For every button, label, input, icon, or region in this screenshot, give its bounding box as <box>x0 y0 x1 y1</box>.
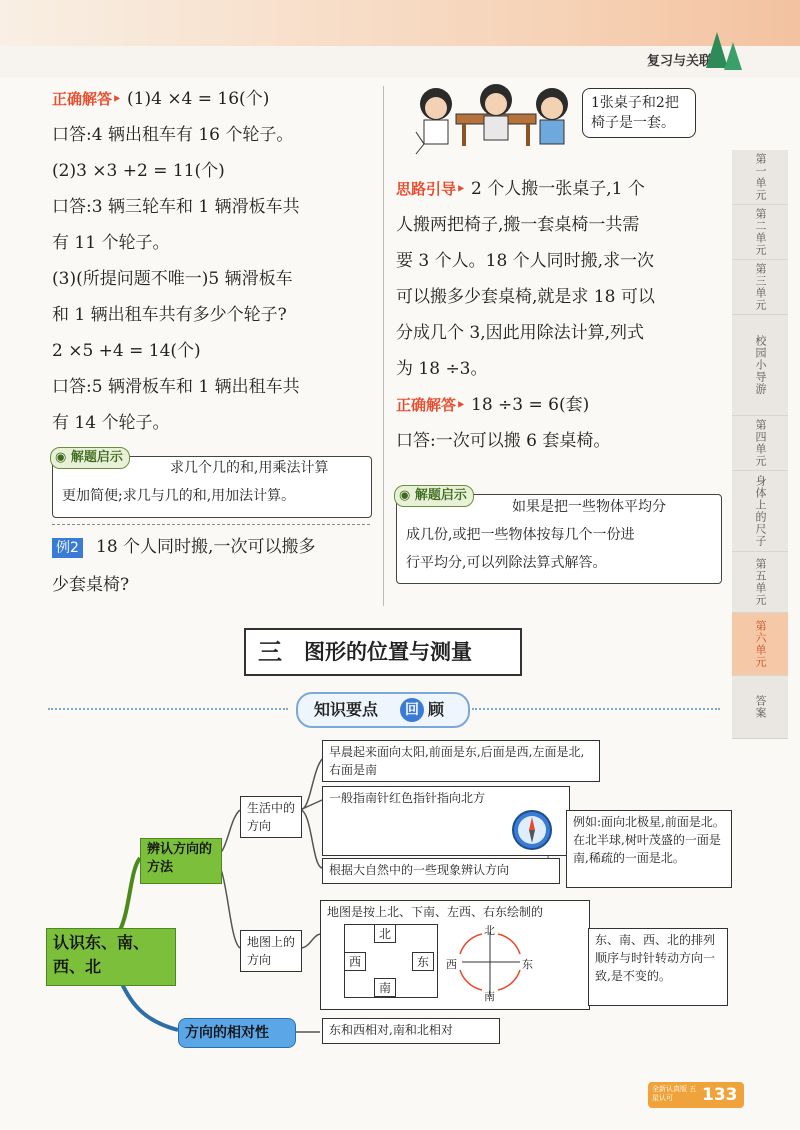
text-line: 有 14 个轮子。 <box>52 413 170 433</box>
tab-answers[interactable]: 答案 <box>732 676 788 739</box>
header-band <box>0 0 800 46</box>
mindmap-branch-relative: 方向的相对性 <box>178 1018 296 1048</box>
hint-tag: 思路引导 <box>396 180 457 198</box>
mindmap-example-note: 例如:面向北极星,前面是北。在北半球,树叶茂盛的一面是南,稀疏的一面是北。 <box>566 810 732 888</box>
page-number: 133 <box>702 1085 738 1105</box>
map-caption: 地图是按上北、下南、左西、右东绘制的 <box>327 905 544 919</box>
dotted-rule <box>472 708 720 710</box>
text-line: 口答:一次可以搬 6 套桌椅。 <box>396 431 611 451</box>
text-line: 分成几个 3,因此用除法计算,列式 <box>396 323 645 343</box>
header-title: 复习与关联 <box>646 54 712 69</box>
left-column: 正确解答‣ (1)4 ×4 = 16(个) 口答:4 辆出租车有 16 个轮子。 (2)3 ×3 +2 = 11(个) 口答:3 辆三轮车和 1 辆滑板车共 有 11 个轮子。 (3)(所提问题不唯一)5 辆滑板车 和 1 辆出租车共有多少个轮子? 2 ×5 +4 = 14(个) 口答:5 辆滑板车和 1 辆出租车共 有 14 个轮子。 <box>52 86 372 436</box>
mindmap-branch-methods: 辨认方向的方法 <box>140 838 222 884</box>
mindmap-map-direction: 地图上的方向 <box>240 930 302 972</box>
tab-unit-2[interactable]: 第二单元 <box>732 205 788 260</box>
tab-unit-5[interactable]: 第五单元 <box>732 552 788 613</box>
cross-label-south: 南 <box>484 990 495 1003</box>
text-line: 口答:4 辆出租车有 16 个轮子。 <box>52 125 294 145</box>
cross-label-west: 西 <box>446 958 457 971</box>
text-line: 有 11 个轮子。 <box>52 233 170 253</box>
text-line: 和 1 辆出租车共有多少个轮子? <box>52 305 287 325</box>
mindmap-nature-rule: 根据大自然中的一些现象辨认方向 <box>322 858 560 884</box>
tab-unit-1[interactable]: 第一单元 <box>732 150 788 205</box>
tab-unit-3[interactable]: 第三单元 <box>732 260 788 315</box>
example-text: 少套桌椅? <box>52 575 130 595</box>
tab-unit-6[interactable]: 第六单元 <box>732 613 788 676</box>
tab-unit-4[interactable]: 第四单元 <box>732 416 788 471</box>
text-line: 可以搬多少套桌椅,就是求 18 可以 <box>396 287 655 307</box>
text-line: 2 个人搬一张桌子,1 个 <box>471 179 645 199</box>
tab-body-ruler[interactable]: 身体上的尺子 <box>732 471 788 552</box>
text-line: 18 ÷3 = 6(套) <box>471 395 590 415</box>
mindmap-sun-rule: 早晨起来面向太阳,前面是东,后面是西,左面是北,右面是南 <box>322 740 600 782</box>
tree-icon <box>724 42 742 70</box>
mindmap-order-note: 东、南、西、北的排列顺序与时针转动方向一致,是不变的。 <box>588 928 728 1006</box>
tip-text: 求几个几的和,用乘法计算 <box>170 460 329 476</box>
dotted-rule <box>48 708 288 710</box>
text-line: (2)3 ×3 +2 = 11(个) <box>52 161 225 181</box>
text-line: 口答:5 辆滑板车和 1 辆出租车共 <box>52 377 300 397</box>
example-tag: 例2 <box>52 538 83 558</box>
page-badge-text: 全新认真版 五星认可 <box>652 1085 697 1102</box>
cross-label-east: 东 <box>522 958 533 971</box>
cross-label-north: 北 <box>484 924 495 937</box>
mindmap-root: 认识东、南、西、北 <box>46 928 176 986</box>
bubble-text: 1张桌子和2把 <box>591 95 679 111</box>
tip-text: 成几份,或把一些物体按每几个一份进 <box>406 527 635 543</box>
example-text: 18 个人同时搬,一次可以搬多 <box>96 537 316 557</box>
review-icon: 回 <box>400 698 424 722</box>
text-line: 要 3 个人。18 个人同时搬,求一次 <box>396 251 655 271</box>
text-line: (1)4 ×4 = 16(个) <box>127 89 270 109</box>
tip-text: 如果是把一些物体平均分 <box>512 499 666 515</box>
section-title: 图形的位置与测量 <box>304 640 472 664</box>
text-line: 2 ×5 +4 = 14(个) <box>52 341 201 361</box>
tip-text: 更加简便;求几与几的和,用加法计算。 <box>62 488 296 504</box>
tip-text: 行平均分,可以列除法算式解答。 <box>406 555 607 571</box>
column-divider <box>383 86 384 606</box>
mindmap-relative-note: 东和西相对,南和北相对 <box>322 1018 500 1044</box>
review-label: 知识要点 <box>314 700 379 719</box>
text-line: 口答:3 辆三轮车和 1 辆滑板车共 <box>52 197 300 217</box>
tip-tag: ◉ 解题启示 <box>394 485 474 507</box>
text-line: (3)(所提问题不唯一)5 辆滑板车 <box>52 269 293 289</box>
answer-tag: 正确解答 <box>52 90 113 108</box>
divider <box>52 524 370 525</box>
text-line: 为 18 ÷3。 <box>396 359 488 379</box>
right-column: 思路引导‣ 2 个人搬一张桌子,1 个 人搬两把椅子,搬一套桌椅一共需 要 3 个人。18 个人同时搬,求一次 可以搬多少套桌椅,就是求 18 可以 分成几个 3,因此用除法计算,列式 为 18 ÷3。 正确解答‣ 18 ÷3 = 6(套) 口答:一次可以搬 6 套桌椅。 <box>396 176 726 454</box>
map-label-north: 北 <box>374 924 396 943</box>
kids-carrying-desk-illustration <box>410 82 580 162</box>
map-label-south: 南 <box>374 978 396 997</box>
tip-tag: ◉ 解题启示 <box>50 447 130 469</box>
speech-bubble <box>582 88 696 138</box>
map-label-east: 东 <box>412 952 434 971</box>
compass-rule-text: 一般指南针红色指针指向北方 <box>329 791 486 805</box>
answer-tag: 正确解答 <box>396 396 457 414</box>
bubble-text: 椅子是一套。 <box>591 115 675 131</box>
text-line: 人搬两把椅子,搬一套桌椅一共需 <box>396 215 640 235</box>
mindmap-life-direction: 生活中的方向 <box>240 796 302 838</box>
section-number: 三 <box>244 628 296 676</box>
map-label-west: 西 <box>344 952 366 971</box>
review-tail: 顾 <box>428 700 445 719</box>
review-pill <box>296 692 470 728</box>
tab-campus-guide[interactable]: 校园小导游 <box>732 315 788 416</box>
compass-icon <box>510 808 554 852</box>
